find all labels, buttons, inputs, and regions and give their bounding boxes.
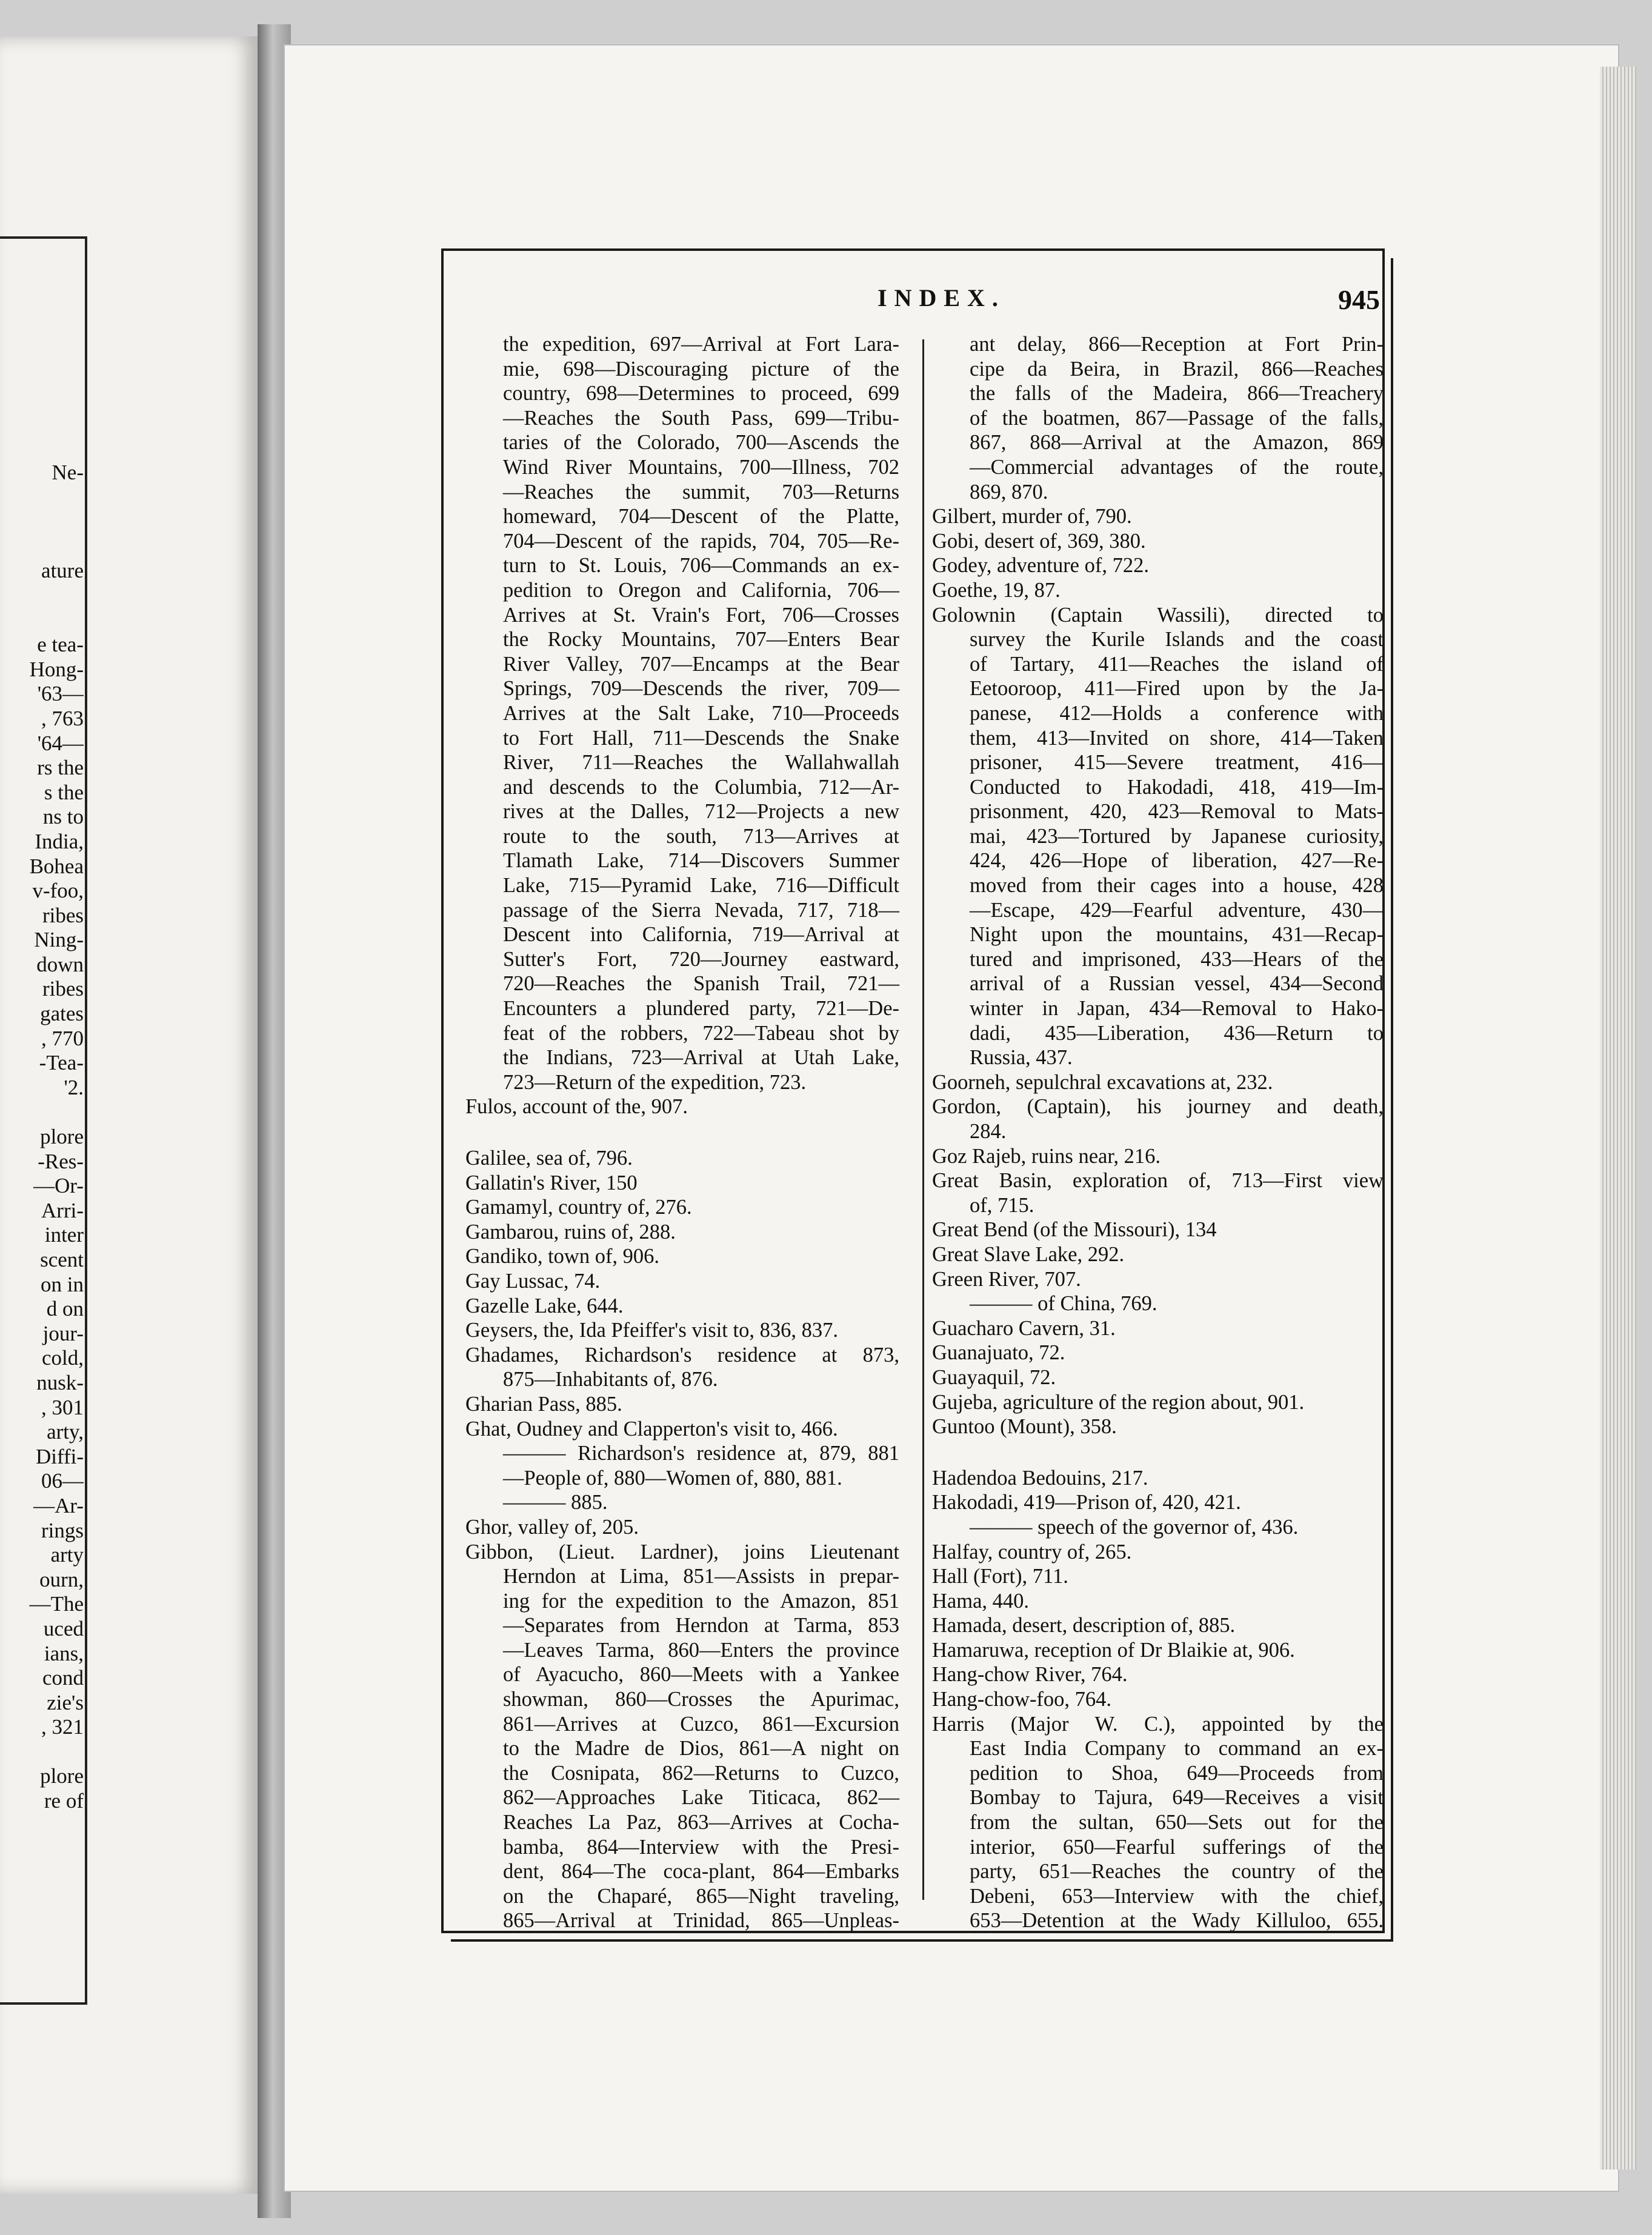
index-entry-continuation-line: Descent into California, 719—Arrival at xyxy=(503,923,899,947)
index-entry-continuation-line: 284. xyxy=(970,1120,1007,1143)
index-entry-continuation-line: —Reaches the summit, 703—Returns xyxy=(503,480,899,504)
index-entry-continuation-line: ing for the expedition to the Amazon, 851 xyxy=(503,1589,899,1613)
index-entry-continuation-line: Sutter's Fort, 720—Journey eastward, xyxy=(503,947,899,971)
left-page-fragment: on in xyxy=(41,1272,84,1296)
left-page-fragment: ourn, xyxy=(39,1567,84,1591)
index-entry-headword-line: Galilee, sea of, 796. xyxy=(465,1147,633,1170)
index-entry-continuation-line: to Fort Hall, 711—Descends the Snake xyxy=(503,726,899,750)
index-entry-continuation-line: ——— of China, 769. xyxy=(970,1292,1157,1316)
index-entry-continuation-line: turn to St. Louis, 706—Commands an ex- xyxy=(503,554,899,578)
index-entry-headword-line: Hakodadi, 419—Prison of, 420, 421. xyxy=(932,1491,1241,1514)
index-entry-continuation-line: prisoner, 415—Severe treatment, 416— xyxy=(970,751,1384,774)
index-entry-headword-line: Halfay, country of, 265. xyxy=(932,1540,1132,1564)
index-entry-continuation-line: interior, 650—Fearful sufferings of the xyxy=(970,1835,1384,1859)
left-page-fragment: , 763 xyxy=(41,706,84,730)
index-entry-headword-line: Goethe, 19, 87. xyxy=(932,578,1061,602)
index-entry-headword-line: Gobi, desert of, 369, 380. xyxy=(932,529,1146,553)
left-page-fragment: v-foo, xyxy=(32,879,84,903)
index-entry-continuation-line: 875—Inhabitants of, 876. xyxy=(503,1368,718,1391)
left-page-fragment: ians, xyxy=(44,1641,84,1665)
index-column-right xyxy=(932,332,1384,1933)
index-entry-headword-line: Ghor, valley of, 205. xyxy=(465,1515,639,1539)
index-entry-continuation-line: —Escape, 429—Fearful adventure, 430— xyxy=(970,898,1384,922)
left-page-fragment: e tea- xyxy=(37,633,84,657)
left-page-fragment: , 301 xyxy=(41,1395,84,1419)
left-page-fragment: gates xyxy=(40,1002,84,1026)
left-page-fragment xyxy=(0,1100,84,1125)
index-entry-continuation-line: them, 413—Invited on shore, 414—Taken xyxy=(970,726,1384,750)
index-entry-continuation-line: —Commercial advantages of the route, xyxy=(970,455,1384,479)
index-entry-continuation-line: pedition to Oregon and California, 706— xyxy=(503,578,899,602)
index-entry-continuation-line: survey the Kurile Islands and the coast xyxy=(970,628,1384,651)
left-page-fragment: arty xyxy=(50,1543,84,1567)
left-page-fragment: Diffi- xyxy=(35,1444,84,1468)
index-entry-headword-line: Hamada, desert, description of, 885. xyxy=(932,1614,1236,1637)
index-entry-continuation-line: ——— Richardson's residence at, 879, 881 xyxy=(503,1442,899,1465)
index-column-left xyxy=(465,332,899,1933)
index-entry-continuation-line: —People of, 880—Women of, 880, 881. xyxy=(503,1466,842,1490)
index-entry-headword-line: Gordon, (Captain), his journey and death, xyxy=(932,1095,1384,1119)
index-entry-headword-line: Hamaruwa, reception of Dr Blaikie at, 906. xyxy=(932,1638,1295,1662)
index-entry-continuation-line: from the sultan, 650—Sets out for the xyxy=(970,1811,1384,1834)
index-entry-continuation-line: homeward, 704—Descent of the Platte, xyxy=(503,505,899,528)
left-page-fragment: ature xyxy=(41,559,84,583)
index-entry-headword-line: Hall (Fort), 711. xyxy=(932,1565,1068,1588)
index-entry-headword-line: Gharian Pass, 885. xyxy=(465,1392,622,1416)
left-page-fragment: plore xyxy=(40,1764,84,1788)
index-entry-continuation-line: of Tartary, 411—Reaches the island of xyxy=(970,652,1384,676)
index-entry-continuation-line: Arrives at the Salt Lake, 710—Proceeds xyxy=(503,701,899,725)
index-entry-continuation-line: the expedition, 697—Arrival at Fort Lara- xyxy=(503,333,899,356)
index-entry-continuation-line: prisonment, 420, 423—Removal to Mats- xyxy=(970,800,1384,824)
index-entry-continuation-line: 653—Detention at the Wady Killuloo, 655. xyxy=(970,1909,1384,1933)
index-entry-continuation-line: 723—Return of the expedition, 723. xyxy=(503,1070,807,1094)
left-page-fragment: down xyxy=(36,952,84,976)
index-entry-headword-line: Gandiko, town of, 906. xyxy=(465,1245,660,1268)
index-entry-continuation-line: on the Chaparé, 865—Night traveling, xyxy=(503,1884,899,1908)
left-page-fragment: zie's xyxy=(47,1690,84,1714)
index-entry-continuation-line: 869, 870. xyxy=(970,480,1048,504)
left-page-fragment xyxy=(0,1740,84,1765)
section-gap xyxy=(465,1119,899,1146)
index-entry-continuation-line: 424, 426—Hope of liberation, 427—Re- xyxy=(970,849,1384,873)
index-entry-continuation-line: of the boatmen, 867—Passage of the falls, xyxy=(970,406,1384,430)
index-entry-continuation-line: Night upon the mountains, 431—Recap- xyxy=(970,923,1384,947)
left-page-fragment xyxy=(0,608,84,633)
index-entry-continuation-line: route to the south, 713—Arrives at xyxy=(503,824,899,848)
index-entry-headword-line: Godey, adventure of, 722. xyxy=(932,554,1149,578)
left-page-fragment xyxy=(0,510,84,535)
index-entry-headword-line: Guanajuato, 72. xyxy=(932,1341,1065,1365)
left-page-fragment: scent xyxy=(40,1248,84,1271)
index-entry-headword-line: Gay Lussac, 74. xyxy=(465,1269,601,1293)
left-page-fragment: ns to xyxy=(42,805,84,829)
left-page-text-fragments xyxy=(0,461,84,1814)
left-page-fragment: India, xyxy=(35,829,84,853)
index-entry-continuation-line: the falls of the Madeira, 866—Treachery xyxy=(970,382,1384,405)
left-page-fragment: d on xyxy=(46,1297,84,1321)
index-entry-continuation-line: Russia, 437. xyxy=(970,1046,1073,1070)
index-entry-headword-line: Green River, 707. xyxy=(932,1267,1081,1291)
left-page-fragment: plore xyxy=(40,1125,84,1149)
index-entry-continuation-line: arrival of a Russian vessel, 434—Second xyxy=(970,972,1384,996)
index-entry-continuation-line: and descends to the Columbia, 712—Ar- xyxy=(503,775,899,799)
index-entry-continuation-line: Herndon at Lima, 851—Assists in prepar- xyxy=(503,1565,899,1588)
index-entry-continuation-line: taries of the Colorado, 700—Ascends the xyxy=(503,431,899,455)
index-entry-continuation-line: bamba, 864—Interview with the Presi- xyxy=(503,1835,899,1859)
left-page-fragment: arty, xyxy=(47,1420,84,1444)
left-page-fragment: '2. xyxy=(64,1075,84,1099)
left-page-fragment: nusk- xyxy=(36,1370,84,1394)
left-page-fragment: ribes xyxy=(42,977,84,1001)
left-page-fragment: Ning- xyxy=(34,928,84,952)
index-entry-continuation-line: party, 651—Reaches the country of the xyxy=(970,1860,1384,1884)
index-entry-headword-line: Gamamyl, country of, 276. xyxy=(465,1196,692,1219)
index-entry-continuation-line: the Indians, 723—Arrival at Utah Lake, xyxy=(503,1046,899,1070)
index-entry-headword-line: Gallatin's River, 150 xyxy=(465,1171,638,1194)
index-entry-headword-line: Geysers, the, Ida Pfeiffer's visit to, 836, 837. xyxy=(465,1319,838,1342)
index-entry-continuation-line: mie, 698—Discouraging picture of the xyxy=(503,357,899,381)
index-entry-continuation-line: moved from their cages into a house, 428 xyxy=(970,874,1384,898)
index-entry-continuation-line: of Ayacucho, 860—Meets with a Yankee xyxy=(503,1663,899,1687)
section-gap xyxy=(932,1439,1384,1466)
index-entry-continuation-line: dent, 864—The coca-plant, 864—Embarks xyxy=(503,1860,899,1884)
index-entry-headword-line: Gujeba, agriculture of the region about, 901. xyxy=(932,1390,1305,1414)
index-entry-continuation-line: East India Company to command an ex- xyxy=(970,1737,1384,1760)
index-entry-continuation-line: panese, 412—Holds a conference with xyxy=(970,701,1384,725)
index-entry-continuation-line: River Valley, 707—Encamps at the Bear xyxy=(503,652,899,676)
index-entry-continuation-line: 862—Approaches Lake Titicaca, 862— xyxy=(503,1786,899,1810)
index-entry-headword-line: Hang-chow River, 764. xyxy=(932,1663,1128,1687)
left-page-fragment: cold, xyxy=(41,1346,84,1370)
index-entry-continuation-line: —Leaves Tarma, 860—Enters the province xyxy=(503,1638,899,1662)
left-page-fragment: -Res- xyxy=(38,1149,84,1173)
left-page-fragment: '63— xyxy=(37,682,84,706)
index-entry-continuation-line: ——— 885. xyxy=(503,1491,608,1514)
index-entry-continuation-line: Springs, 709—Descends the river, 709— xyxy=(503,677,899,701)
index-entry-continuation-line: Bombay to Tajura, 649—Receives a visit xyxy=(970,1786,1384,1810)
index-entry-continuation-line: the Cosnipata, 862—Returns to Cuzco, xyxy=(503,1761,899,1785)
index-entry-continuation-line: dadi, 435—Liberation, 436—Return to xyxy=(970,1021,1384,1045)
column-divider xyxy=(922,339,924,1900)
index-entry-headword-line: Guacharo Cavern, 31. xyxy=(932,1316,1116,1340)
index-entry-headword-line: Ghat, Oudney and Clapperton's visit to, 466. xyxy=(465,1417,838,1441)
index-entry-headword-line: Gambarou, ruins of, 288. xyxy=(465,1220,676,1244)
left-page-fragment: inter xyxy=(44,1223,84,1247)
index-entry-continuation-line: ——— speech of the governor of, 436. xyxy=(970,1515,1299,1539)
left-page-fragment: ribes xyxy=(42,903,84,927)
index-entry-headword-line: Gazelle Lake, 644. xyxy=(465,1294,624,1317)
index-entry-continuation-line: Conducted to Hakodadi, 418, 419—Im- xyxy=(970,775,1384,799)
index-entry-continuation-line: —Reaches the South Pass, 699—Tribu- xyxy=(503,406,899,430)
left-page-fragment: rings xyxy=(41,1518,84,1542)
index-entry-headword-line: Great Bend (of the Missouri), 134 xyxy=(932,1218,1217,1242)
index-entry-continuation-line: ant delay, 866—Reception at Fort Prin- xyxy=(970,333,1384,356)
index-entry-continuation-line: pedition to Shoa, 649—Proceeds from xyxy=(970,1761,1384,1785)
left-page-fragment: rs the xyxy=(37,756,84,780)
index-entry-headword-line: Great Basin, exploration of, 713—First view xyxy=(932,1169,1384,1193)
index-entry-headword-line: Hama, 440. xyxy=(932,1589,1030,1613)
left-page-fragment xyxy=(0,535,84,559)
index-entry-continuation-line: 867, 868—Arrival at the Amazon, 869 xyxy=(970,431,1384,455)
index-entry-continuation-line: feat of the robbers, 722—Tabeau shot by xyxy=(503,1021,899,1045)
index-entry-continuation-line: rives at the Dalles, 712—Projects a new xyxy=(503,800,899,824)
index-entry-headword-line: Harris (Major W. C.), appointed by the xyxy=(932,1712,1384,1736)
index-entry-continuation-line: passage of the Sierra Nevada, 717, 718— xyxy=(503,898,899,922)
index-entry-continuation-line: showman, 860—Crosses the Apurimac, xyxy=(503,1688,899,1711)
index-entry-continuation-line: Wind River Mountains, 700—Illness, 702 xyxy=(503,455,899,479)
page-stack-edge xyxy=(1600,67,1636,2170)
index-entry-continuation-line: Arrives at St. Vrain's Fort, 706—Crosses xyxy=(503,603,899,627)
index-entry-continuation-line: —Separates from Herndon at Tarma, 853 xyxy=(503,1614,899,1637)
index-entry-headword-line: Hadendoa Bedouins, 217. xyxy=(932,1466,1148,1490)
index-entry-headword-line: Gilbert, murder of, 790. xyxy=(932,505,1132,528)
index-entry-continuation-line: Lake, 715—Pyramid Lake, 716—Difficult xyxy=(503,874,899,898)
index-entry-continuation-line: Tlamath Lake, 714—Discovers Summer xyxy=(503,849,899,873)
index-entry-continuation-line: winter in Japan, 434—Removal to Hako- xyxy=(970,997,1384,1021)
index-entry-continuation-line: Encounters a plundered party, 721—De- xyxy=(503,997,899,1021)
index-entry-continuation-line: country, 698—Determines to proceed, 699 xyxy=(503,382,899,405)
left-page-fragment: , 321 xyxy=(41,1715,84,1739)
left-page-fragment: Ne- xyxy=(46,461,84,484)
index-entry-continuation-line: 704—Descent of the rapids, 704, 705—Re- xyxy=(503,529,899,553)
index-entry-headword-line: Goz Rajeb, ruins near, 216. xyxy=(932,1144,1161,1168)
left-page-fragment xyxy=(0,485,84,510)
index-entry-continuation-line: 865—Arrival at Trinidad, 865—Unpleas- xyxy=(503,1909,899,1933)
left-page-fragment: —The xyxy=(29,1592,84,1616)
index-entry-headword-line: Guntoo (Mount), 358. xyxy=(932,1415,1117,1439)
index-entry-continuation-line: cipe da Beira, in Brazil, 866—Reaches xyxy=(970,357,1384,381)
left-page-fragment: re of xyxy=(44,1789,84,1813)
left-page-fragment: Bohea xyxy=(29,854,84,878)
index-entry-continuation-line: 720—Reaches the Spanish Trail, 721— xyxy=(503,972,899,996)
index-entry-headword-line: Hang-chow-foo, 764. xyxy=(932,1688,1112,1711)
index-entry-continuation-line: Eetooroop, 411—Fired upon by the Ja- xyxy=(970,677,1384,701)
running-title: INDEX. xyxy=(878,284,1005,311)
left-page-fragment xyxy=(0,584,84,608)
index-entry-headword-line: Goorneh, sepulchral excavations at, 232. xyxy=(932,1070,1273,1094)
left-page-fragment: , 770 xyxy=(41,1026,84,1050)
index-entry-headword-line: Gibbon, (Lieut. Lardner), joins Lieutenant xyxy=(465,1540,899,1564)
index-entry-continuation-line: to the Madre de Dios, 861—A night on xyxy=(503,1737,899,1760)
left-page-fragment: uced xyxy=(43,1616,84,1640)
left-page-fragment: cond xyxy=(42,1666,84,1690)
index-entry-continuation-line: Reaches La Paz, 863—Arrives at Cocha- xyxy=(503,1811,899,1834)
index-entry-headword-line: Golownin (Captain Wassili), directed to xyxy=(932,603,1384,627)
index-entry-continuation-line: mai, 423—Tortured by Japanese curiosity, xyxy=(970,824,1384,848)
index-entry-headword-line: Ghadames, Richardson's residence at 873, xyxy=(465,1343,899,1367)
left-page-fragment: -Tea- xyxy=(39,1051,84,1075)
index-entry-headword-line: Great Slave Lake, 292. xyxy=(932,1242,1125,1266)
index-entry-headword-line: Fulos, account of the, 907. xyxy=(465,1095,688,1119)
left-page-fragment: jour- xyxy=(42,1321,84,1345)
index-entry-continuation-line: the Rocky Mountains, 707—Enters Bear xyxy=(503,628,899,651)
left-page-fragment: Arri- xyxy=(41,1198,84,1222)
index-entry-continuation-line: 861—Arrives at Cuzco, 861—Excursion xyxy=(503,1712,899,1736)
index-entry-continuation-line: Debeni, 653—Interview with the chief, xyxy=(970,1884,1384,1908)
left-page-fragment: —Ar- xyxy=(33,1493,84,1517)
left-page-fragment: s the xyxy=(44,780,84,804)
index-entry-continuation-line: of, 715. xyxy=(970,1193,1034,1217)
page-number: 945 xyxy=(1338,284,1380,315)
left-page-edge xyxy=(0,36,258,2194)
index-entry-headword-line: Guayaquil, 72. xyxy=(932,1365,1056,1389)
left-page-fragment: '64— xyxy=(37,731,84,755)
left-page-fragment: —Or- xyxy=(33,1174,84,1198)
index-entry-continuation-line: River, 711—Reaches the Wallahwallah xyxy=(503,751,899,774)
left-page-fragment: 06— xyxy=(41,1469,84,1493)
index-entry-continuation-line: tured and imprisoned, 433—Hears of the xyxy=(970,947,1384,971)
left-page-fragment: Hong- xyxy=(29,657,84,681)
